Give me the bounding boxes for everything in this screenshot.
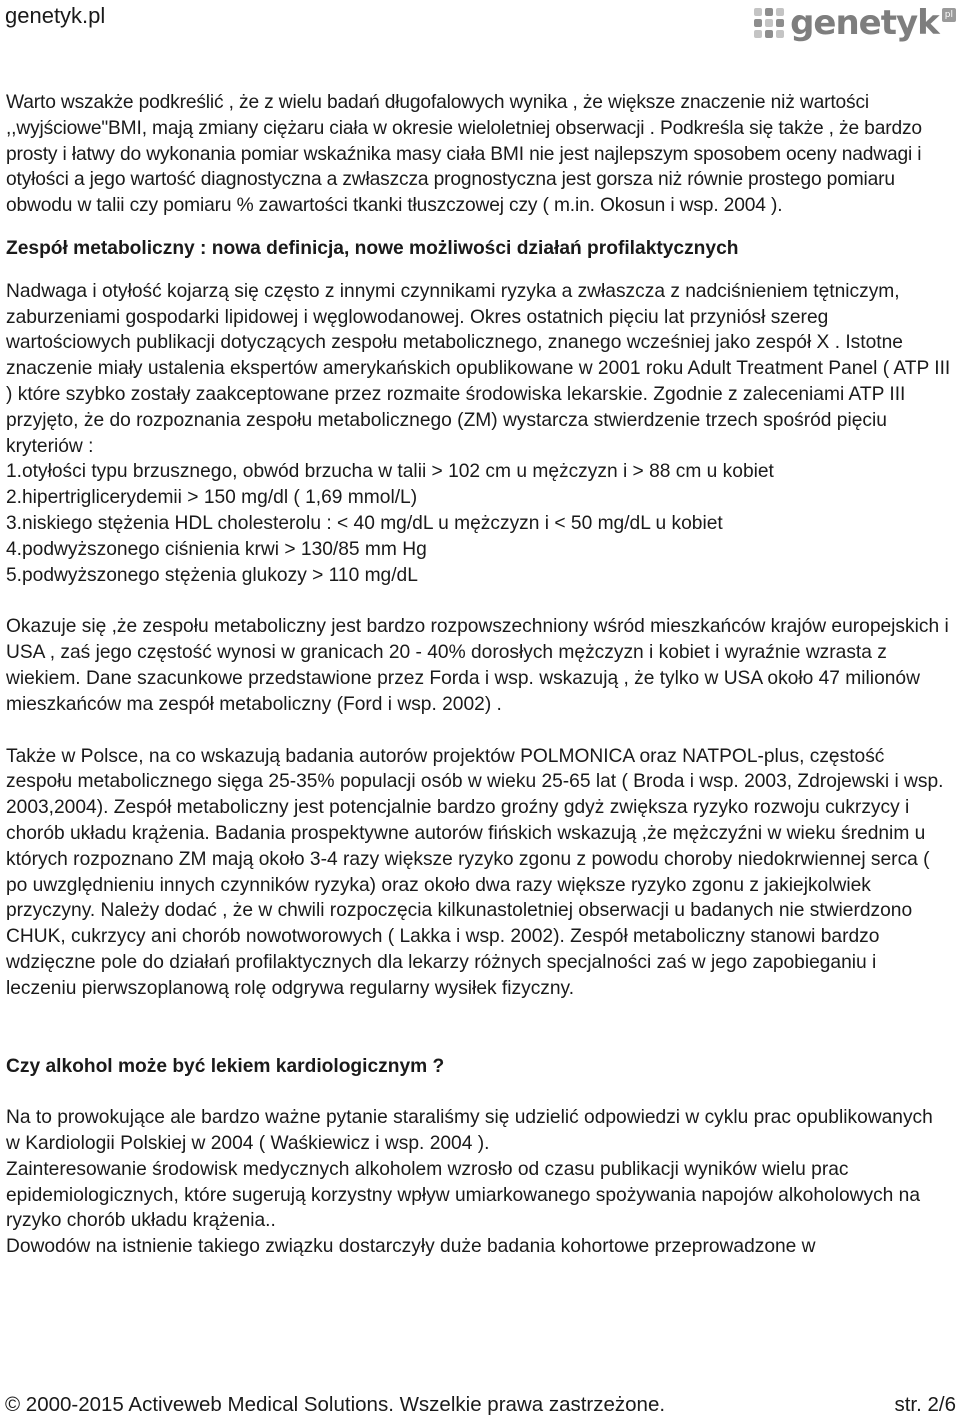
footer-copyright: © 2000-2015 Activeweb Medical Solutions. Wszelkie prawa zastrzeżone. [5, 1393, 666, 1416]
logo-tag: pl [942, 8, 956, 22]
criteria-item: 4.podwyższonego ciśnienia krwi > 130/85 mm Hg [6, 538, 427, 560]
site-name: genetyk.pl [5, 3, 106, 28]
paragraph-metabolic-syndrome: Nadwaga i otyłość kojarzą się często z innymi czynnikami ryzyka a zwłaszcza z nadciśnieniem tętniczym, zaburzeniami gospodarki lipidowej i węglowodanowej. Okres ostatnich pięciu lat przyniósł szereg wartościowych publikacji dotyczących zespołu metabolicznego, znanego wcześniej jako zespół X . Istotne znaczenie miały ustalenia ekspertów amerykańskich opublikowane w 2001 roku Adult Treatment Panel ( ATP III ) które szybko zostały zaakceptowane przez rozmaite środowiska lekarskie. Zgodnie z zaleceniami ATP III przyjęto, że do rozpoznania zespołu metabolicznego (ZM) wystarcza stwierdzenie trzech spośród pięciu kryteriów : [6, 280, 951, 457]
page-number: str. 2/6 [894, 1393, 956, 1416]
paragraph-bmi: Warto wszakże podkreślić , że z wielu badań długofalowych wynika , że większe znaczenie niż wartości ,,wyjściowe"BMI, mają zmiany ciężaru ciała w okresie wieloletniej obserwacji . Podkreśla się także , że bardzo prosty i łatwy do wykonania pomiar wskaźnika masy ciała BMI nie jest najlepszym sposobem oceny nadwagi i otyłości a jego wartość diagnostyczna a zwłaszcza prognostyczna jest gorsza niż równie prostego pomiaru obwodu w talii czy pomiaru % zawartości tkanki tłuszczowej czy ( m.in. Okosun i wsp. 2004 ). [6, 92, 922, 217]
paragraph-alcohol-interest: Zainteresowanie środowisk medycznych alkoholem wzrosło od czasu publikacji wyników wielu prac epidemiologicznych, które sugerują korzystny wpływ umiarkowanego spożywania napojów alkoholowych na ryzyko chorób układu krążenia.. [6, 1158, 921, 1232]
article-body [6, 90, 951, 1260]
logo-dots-icon [754, 8, 784, 38]
logo-wordmark: genetyk [790, 3, 939, 43]
criteria-item: 2.hipertriglicerydemii > 150 mg/dl ( 1,69 mmol/L) [6, 487, 418, 509]
section-heading-alcohol: Czy alkohol może być lekiem kardiologicznym ? [6, 1055, 445, 1077]
criteria-item: 1.otyłości typu brzusznego, obwód brzucha w talii > 102 cm u mężczyzn i > 88 cm u kobiet [6, 461, 774, 483]
paragraph-alcohol-evidence: Dowodów na istnienie takiego związku dostarczyły duże badania kohortowe przeprowadzone w [6, 1236, 816, 1258]
criteria-item: 5.podwyższonego stężenia glukozy > 110 mg/dL [6, 564, 418, 586]
criteria-item: 3.niskiego stężenia HDL cholesterolu : < 40 mg/dL u mężczyzn i < 50 mg/dL u kobiet [6, 512, 723, 534]
paragraph-prevalence: Okazuje się ,że zespołu metaboliczny jest bardzo rozpowszechniony wśród mieszkańców krajów europejskich i USA , zaś jego częstość wynosi w granicach 20 - 40% dorosłych mężczyzn i kobiet i wyraźnie wzrasta z wiekiem. Dane szacunkowe przedstawione przez Forda i wsp. wskazują , że tylko w USA około 47 milionów mieszkańców ma zespół metaboliczny (Ford i wsp. 2002) . [6, 616, 949, 715]
genetyk-logo [754, 2, 956, 44]
section-heading-metabolic-syndrome: Zespół metaboliczny : nowa definicja, nowe możliwości działań profilaktycznych [6, 237, 739, 259]
paragraph-poland: Także w Polsce, na co wskazują badania autorów projektów POLMONICA oraz NATPOL-plus, częstość zespołu metabolicznego sięga 25-35% populacji osób w wieku 25-65 lat ( Broda i wsp. 2003, Zdrojewski i wsp. 2003,2004). Zespół metaboliczny jest potencjalnie bardzo groźny gdyż zwiększa ryzyko rozwoju cukrzycy i chorób układu krążenia. Badania prospektywne autorów fińskich wskazują ,że mężczyźni w wieku średnim u których rozpoznano ZM mają około 3-4 razy większe ryzyko zgonu z powodu choroby niedokrwiennej serca ( po uwzględnieniu innych czynników ryzyka) oraz około dwa razy większe ryzyko zgonu z jakiejkolwiek przyczyny. Należy dodać , że w chwili rozpoczęcia kilkunastoletniej obserwacji u badanych nie stwierdzono CHUK, cukrzycy ani chorób nowotworowych ( Lakka i wsp. 2002). Zespół metaboliczny stanowi bardzo wdzięczne pole do działań profilaktycznych dla lekarzy różnych specjalności zaś w jego zapobieganiu i leczeniu pierwszoplanową rolę odgrywa regularny wysiłek fizyczny. [6, 745, 944, 999]
paragraph-alcohol-intro: Na to prowokujące ale bardzo ważne pytanie staraliśmy się udzielić odpowiedzi w cyklu prac opublikowanych w Kardiologii Polskiej w 2004 ( Waśkiewicz i wsp. 2004 ). [6, 1107, 933, 1155]
